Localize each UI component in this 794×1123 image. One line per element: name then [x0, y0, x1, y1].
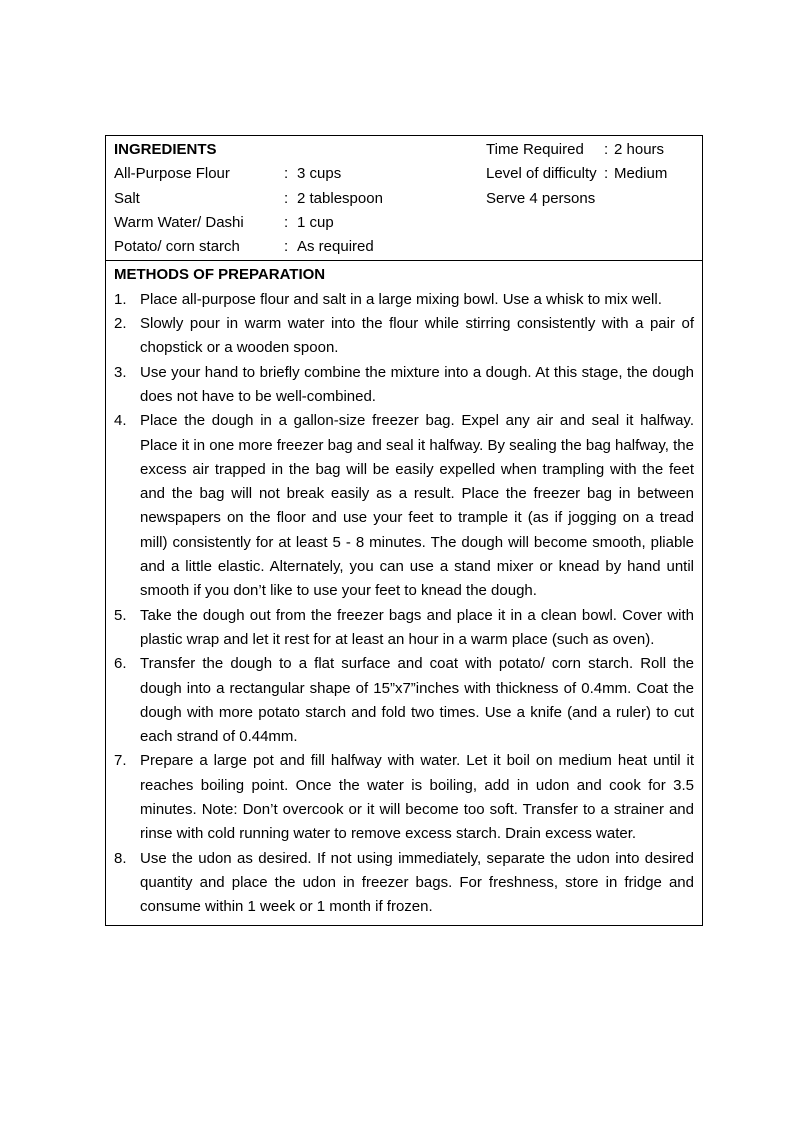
step-number: 1. [114, 290, 127, 308]
ingredient-value: 2 tablespoon [297, 189, 383, 207]
method-step [114, 288, 694, 312]
ingredient-label: Warm Water/ Dashi [114, 213, 244, 231]
step-text: Use the udon as desired. If not using immediately, separate the udon into desired quantity and place the udon in freezer bags. For freshness, store in fridge and consume within 1 week or 1 month if frozen. [140, 849, 694, 916]
ingredients-section [106, 136, 702, 260]
meta-separator: : [604, 165, 609, 183]
ingredient-row [114, 211, 694, 235]
step-number: 8. [114, 849, 127, 867]
step-number: 4. [114, 412, 127, 430]
ingredients-title: INGREDIENTS [114, 141, 217, 158]
step-text: Take the dough out from the freezer bags and place it in a clean bowl. Cover with plastic wrap and let it rest for at least an hour in a warm place (such as oven). [140, 606, 694, 648]
step-text: Place the dough in a gallon-size freezer bag. Expel any air and seal it halfway. Place it in one more freezer bag and seal it halfway. By sealing the bag halfway, the excess air trapped in the bag will be easily expelled when trampling with the feet and the bag will not break easily as a result. Place the freezer bag in between newspapers on the floor and use your feet to trample it (as if jogging on a tread mill) consistently for at least 5 - 8 minutes. The dough will become smooth, pliable and a little elastic. Alternately, you can use a stand mixer or knead by hand until smooth if you don’t like to use your feet to knead the dough. [140, 412, 694, 600]
step-number: 2. [114, 315, 127, 333]
ingredient-value: 3 cups [297, 165, 342, 183]
ingredient-separator: : [284, 189, 289, 207]
step-number: 7. [114, 752, 127, 770]
ingredient-value: 1 cup [297, 213, 334, 231]
step-text: Prepare a large pot and fill halfway with water. Let it boil on medium heat until it reaches boiling point. Once the water is boiling, add in udon and cook for 3.5 minutes. Note: Don’t overcook or it will become too soft. Transfer to a strainer and rinse with cold running water to remove excess starch. Drain excess water. [140, 752, 694, 843]
method-step [114, 652, 694, 749]
step-text: Transfer the dough to a flat surface and coat with potato/ corn starch. Roll the dough into a rectangular shape of 15”x7”inches with thickness of 0.4mm. Coat the dough with more potato starch and fold two times. Use a knife (and a ruler) to cut each strand of 0.44mm. [140, 655, 694, 746]
recipe-table [105, 135, 703, 926]
ingredient-separator: : [284, 238, 289, 256]
method-step [114, 409, 694, 603]
ingredient-label: All-Purpose Flour [114, 165, 230, 183]
method-step [114, 604, 694, 653]
meta-label: Serve 4 persons [486, 189, 596, 207]
method-step [114, 749, 694, 846]
ingredient-separator: : [284, 213, 289, 231]
meta-value: 2 hours [614, 141, 665, 158]
step-text: Use your hand to briefly combine the mixture into a dough. At this stage, the dough does not have to be well-combined. [140, 363, 694, 405]
meta-value: Medium [614, 165, 668, 183]
method-step [114, 847, 694, 920]
step-number: 3. [114, 363, 127, 381]
recipe-meta-section [486, 138, 667, 211]
ingredient-value: As required [297, 238, 374, 256]
ingredient-row [114, 235, 694, 259]
method-step [114, 312, 694, 361]
step-number: 6. [114, 655, 127, 673]
step-number: 5. [114, 606, 127, 624]
ingredient-label: Potato/ corn starch [114, 238, 240, 256]
method-step [114, 361, 694, 410]
meta-label: Time Required [486, 141, 584, 158]
meta-row-difficulty [486, 162, 667, 186]
step-text: Slowly pour in warm water into the flour while stirring consistently with a pair of chopstick or a wooden spoon. [140, 315, 694, 357]
step-text: Place all-purpose flour and salt in a large mixing bowl. Use a whisk to mix well. [140, 290, 662, 308]
meta-row-time-required [486, 138, 667, 162]
ingredient-separator: : [284, 165, 289, 183]
meta-separator: : [604, 141, 609, 158]
ingredient-label: Salt [114, 189, 140, 207]
methods-section [106, 260, 702, 924]
methods-title: METHODS OF PREPARATION [114, 266, 326, 284]
meta-label: Level of difficulty [486, 165, 597, 183]
meta-row-servings [486, 187, 667, 211]
